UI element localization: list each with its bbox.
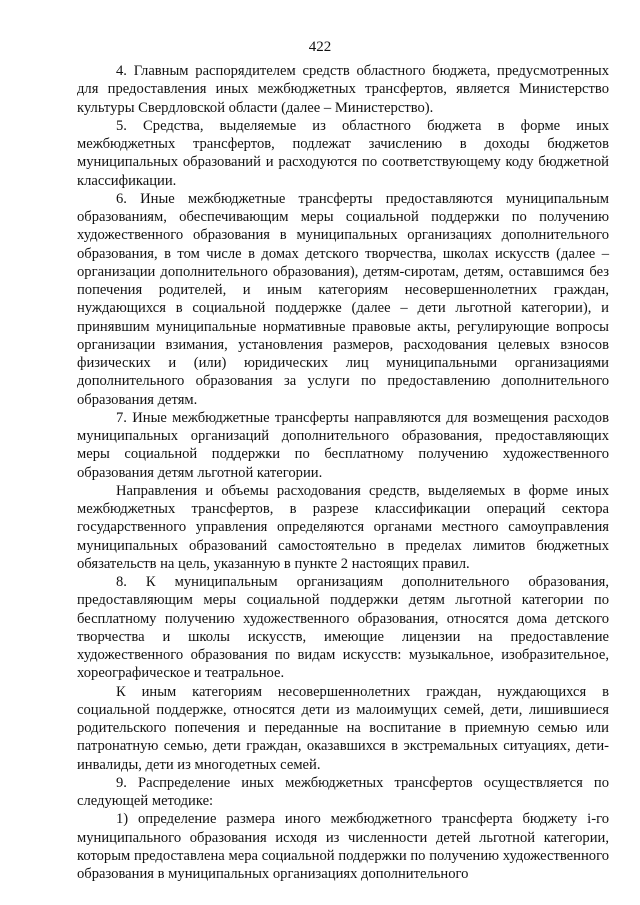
paragraph-item-7: 7. Иные межбюджетные трансферты направляются для возмещения расходов муниципальных организаций дополнительного образования, предоставляющих меры социальной поддержки по бесплатному получению художественного образования детям льготной категории.	[77, 409, 609, 481]
paragraph-item-9: 9. Распределение иных межбюджетных трансфертов осуществляется по следующей методике:	[77, 774, 609, 809]
paragraph-item-5: 5. Средства, выделяемые из областного бюджета в форме иных межбюджетных трансфертов, подлежат зачислению в доходы бюджетов муниципальных образований и расходуются по соответствующему коду бюджетной классификации.	[77, 117, 609, 189]
page-number: 422	[308, 39, 332, 55]
paragraph-item-8-categories: К иным категориям несовершеннолетних граждан, нуждающихся в социальной поддержке, относятся дети из малоимущих семей, дети, лишившиеся родительского попечения и переданные на воспитание в приемную семью или патронатную семью, дети граждан, оказавшихся в экстремальных ситуациях, дети-инвалиды, дети из многодетных семей.	[77, 683, 609, 773]
paragraph-item-9-subitem-1: 1) определение размера иного межбюджетного трансферта бюджету i-го муниципального образования исходя из численности детей льготной категории, которым предоставлена мера социальной поддержки по получению художественного образования в муниципальных организациях дополнительного	[77, 811, 609, 882]
paragraph-item-4: 4. Главным распорядителем средств областного бюджета, предусмотренных для предоставления иных межбюджетных трансфертов, является Министерство культуры Свердловской области (далее – Министерство).	[77, 63, 609, 116]
document-body	[77, 62, 609, 883]
paragraph-item-8: 8. К муниципальным организациям дополнительного образования, предоставляющим меры социальной поддержки детям льготной категории по бесплатному получению художественного образования, относятся дома детского творчества и школы искусств, имеющие лицензии на предоставление художественного образования по видам искусств: музыкальное, изобразительное, хореографическое и театральное.	[77, 574, 609, 682]
paragraph-item-6: 6. Иные межбюджетные трансферты предоставляются муниципальным образованиям, обеспечивающим меры социальной поддержки по получению художественного образования в муниципальных организациях дополнительного образования, в том числе в домах детского творчества, школах искусств (далее – организации дополнительного образования), детям-сиротам, детям, оставшимся без попечения родителей, и иным категориям несовершеннолетних граждан, нуждающихся в социальной поддержке (далее – дети льготной категории), и принявшим муниципальные нормативные правовые акты, регулирующие вопросы организации взимания, установления размеров, расходования целевых взносов физических и (или) юридических лиц муниципальными организациями дополнительного образования за услуги по предоставлению дополнительного образования детям.	[77, 190, 609, 408]
paragraph-item-7-directions: Направления и объемы расходования средств, выделяемых в форме иных межбюджетных трансфертов, в разрезе классификации операций сектора государственного управления определяются органами местного самоуправления муниципальных образований самостоятельно в пределах лимитов бюджетных обязательств на цель, указанную в пункте 2 настоящих правил.	[77, 482, 609, 572]
